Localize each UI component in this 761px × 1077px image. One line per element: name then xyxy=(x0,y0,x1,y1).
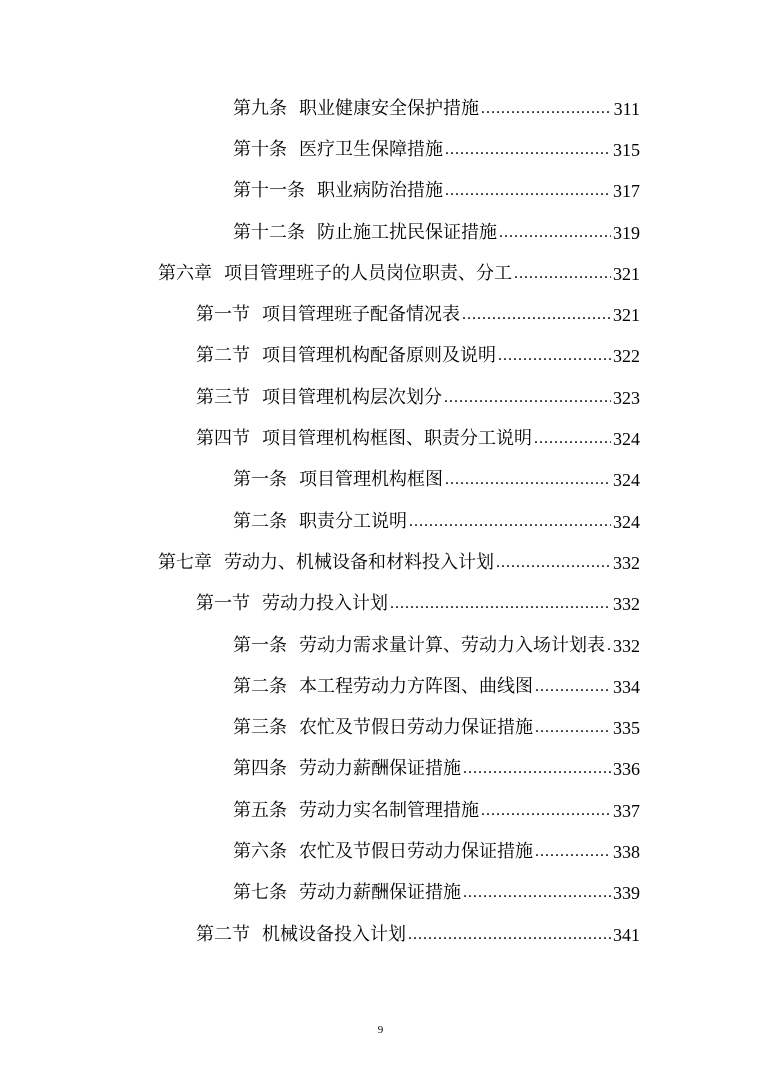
toc-entry[interactable] xyxy=(0,212,761,253)
toc-leader-dots xyxy=(499,225,611,241)
toc-entry-number: 第三条 xyxy=(233,717,287,739)
toc-entry-title: 项目管理机构框图 xyxy=(299,469,443,491)
toc-entry-page: 322 xyxy=(613,346,640,367)
toc-leader-dots xyxy=(445,142,611,158)
toc-leader-dots xyxy=(535,844,611,860)
toc-entry-page: 337 xyxy=(613,800,640,821)
toc-entry-number: 第二条 xyxy=(233,675,287,697)
toc-entry[interactable] xyxy=(0,873,761,914)
toc-entry-title: 项目管理机构框图、职责分工说明 xyxy=(262,428,532,450)
toc-entry[interactable] xyxy=(0,831,761,872)
toc-entry-title: 劳动力薪酬保证措施 xyxy=(299,758,461,780)
toc-entry-title: 机械设备投入计划 xyxy=(262,923,406,945)
toc-entry-page: 324 xyxy=(613,511,640,532)
toc-entry-page: 332 xyxy=(613,552,640,573)
toc-entry-page: 339 xyxy=(613,883,640,904)
toc-entry-title: 职责分工说明 xyxy=(299,510,407,532)
toc-entry-page: 323 xyxy=(613,387,640,408)
toc-entry-title: 职业病防治措施 xyxy=(317,180,443,202)
toc-entry-page: 334 xyxy=(613,676,640,697)
toc-entry-number: 第七条 xyxy=(233,882,287,904)
toc-entry-title: 农忙及节假日劳动力保证措施 xyxy=(299,717,533,739)
toc-leader-dots xyxy=(462,307,611,323)
toc-entry-number: 第一节 xyxy=(196,593,250,615)
toc-entry-title: 职业健康安全保护措施 xyxy=(299,97,479,119)
toc-leader-dots xyxy=(463,761,611,777)
toc-entry-title: 劳动力需求量计算、劳动力入场计划表 xyxy=(299,634,605,656)
toc-entry[interactable] xyxy=(0,625,761,666)
toc-entry-number: 第六章 xyxy=(158,262,212,284)
toc-entry-page: 332 xyxy=(613,635,640,656)
toc-entry-page: 324 xyxy=(613,429,640,450)
toc-entry-number: 第二条 xyxy=(233,510,287,532)
toc-leader-dots xyxy=(498,348,611,364)
toc-entry-title: 项目管理班子的人员岗位职责、分工 xyxy=(224,262,512,284)
toc-leader-dots xyxy=(445,183,611,199)
toc-entry[interactable] xyxy=(0,749,761,790)
toc-entry-page: 324 xyxy=(613,470,640,491)
toc-entry-number: 第十条 xyxy=(233,138,287,160)
toc-entry[interactable] xyxy=(0,129,761,170)
toc-leader-dots xyxy=(534,431,611,447)
toc-entry-number: 第十一条 xyxy=(233,180,305,202)
toc-leader-dots xyxy=(496,555,611,571)
toc-entry-title: 本工程劳动力方阵图、曲线图 xyxy=(299,675,533,697)
toc-entry-page: 315 xyxy=(613,139,640,160)
toc-entry-page: 335 xyxy=(613,718,640,739)
toc-entry-title: 防止施工扰民保证措施 xyxy=(317,221,497,243)
toc-entry-title: 劳动力、机械设备和材料投入计划 xyxy=(224,551,494,573)
table-of-contents xyxy=(0,88,761,955)
toc-entry-number: 第一条 xyxy=(233,469,287,491)
toc-entry-title: 劳动力投入计划 xyxy=(262,593,388,615)
toc-entry-number: 第二节 xyxy=(196,923,250,945)
toc-entry[interactable] xyxy=(0,171,761,212)
toc-leader-dots xyxy=(408,927,611,943)
page-number: 9 xyxy=(377,1024,384,1036)
toc-entry-title: 项目管理班子配备情况表 xyxy=(262,304,460,326)
toc-leader-dots xyxy=(481,101,612,117)
toc-entry[interactable] xyxy=(0,460,761,501)
toc-leader-dots xyxy=(409,514,611,530)
toc-entry-number: 第二节 xyxy=(196,345,250,367)
toc-entry[interactable] xyxy=(0,88,761,129)
toc-entry-title: 农忙及节假日劳动力保证措施 xyxy=(299,840,533,862)
toc-leader-dots xyxy=(514,266,611,282)
toc-leader-dots xyxy=(535,720,611,736)
toc-entry-number: 第一节 xyxy=(196,304,250,326)
toc-entry-number: 第九条 xyxy=(233,97,287,119)
toc-entry[interactable] xyxy=(0,707,761,748)
toc-leader-dots xyxy=(463,885,611,901)
toc-entry-number: 第三节 xyxy=(196,386,250,408)
toc-entry[interactable] xyxy=(0,377,761,418)
toc-entry-number: 第一条 xyxy=(233,634,287,656)
toc-entry-page: 321 xyxy=(613,305,640,326)
toc-entry[interactable] xyxy=(0,253,761,294)
toc-entry-number: 第五条 xyxy=(233,799,287,821)
toc-leader-dots xyxy=(481,803,611,819)
toc-entry-page: 321 xyxy=(613,263,640,284)
toc-entry[interactable] xyxy=(0,501,761,542)
toc-entry-number: 第十二条 xyxy=(233,221,305,243)
toc-entry[interactable] xyxy=(0,914,761,955)
toc-entry[interactable] xyxy=(0,294,761,335)
toc-entry-page: 311 xyxy=(613,98,640,119)
toc-entry[interactable] xyxy=(0,790,761,831)
toc-leader-dots xyxy=(535,679,611,695)
toc-entry[interactable] xyxy=(0,418,761,459)
toc-entry-title: 医疗卫生保障措施 xyxy=(299,138,443,160)
toc-entry[interactable] xyxy=(0,666,761,707)
toc-entry-title: 项目管理机构层次划分 xyxy=(262,386,442,408)
toc-entry-page: 332 xyxy=(613,594,640,615)
toc-leader-dots xyxy=(445,472,611,488)
toc-leader-dots xyxy=(607,638,611,654)
toc-entry-page: 336 xyxy=(613,759,640,780)
toc-entry[interactable] xyxy=(0,542,761,583)
toc-entry-title: 项目管理机构配备原则及说明 xyxy=(262,345,496,367)
toc-entry[interactable] xyxy=(0,584,761,625)
toc-entry-number: 第六条 xyxy=(233,840,287,862)
toc-entry-number: 第四节 xyxy=(196,428,250,450)
toc-entry-page: 319 xyxy=(613,222,640,243)
toc-entry-title: 劳动力薪酬保证措施 xyxy=(299,882,461,904)
toc-entry[interactable] xyxy=(0,336,761,377)
toc-entry-number: 第七章 xyxy=(158,551,212,573)
toc-entry-page: 338 xyxy=(613,841,640,862)
toc-leader-dots xyxy=(444,390,611,406)
toc-leader-dots xyxy=(390,596,611,612)
toc-entry-page: 317 xyxy=(613,181,640,202)
toc-entry-page: 341 xyxy=(613,924,640,945)
toc-entry-title: 劳动力实名制管理措施 xyxy=(299,799,479,821)
toc-entry-number: 第四条 xyxy=(233,758,287,780)
